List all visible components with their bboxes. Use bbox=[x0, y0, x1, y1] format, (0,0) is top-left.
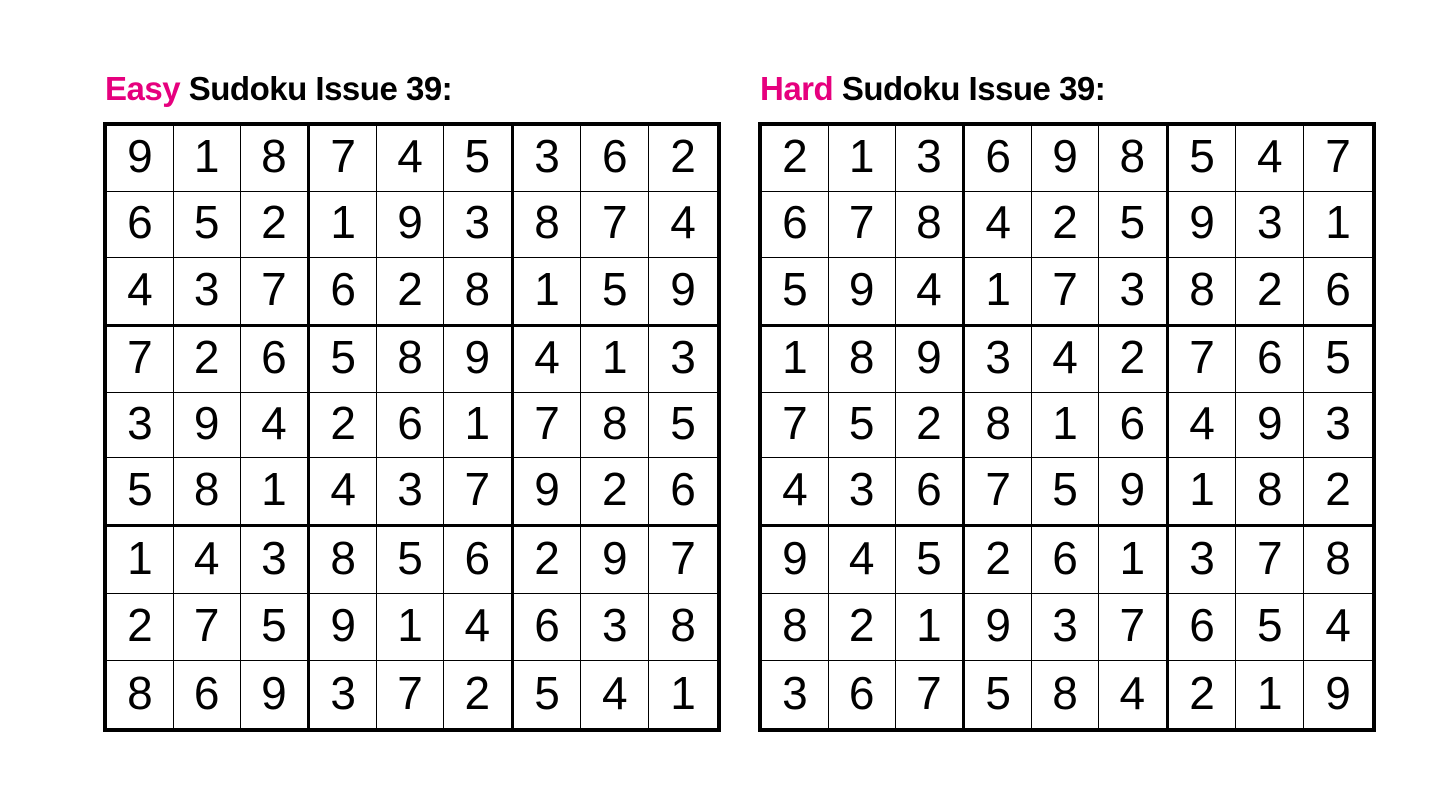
sudoku-cell[interactable]: 5 bbox=[649, 393, 717, 459]
puzzle-hard-difficulty-label: Hard bbox=[760, 70, 834, 107]
sudoku-cell[interactable]: 3 bbox=[174, 258, 241, 324]
sudoku-cell[interactable]: 2 bbox=[1099, 327, 1166, 393]
sudoku-cell[interactable]: 1 bbox=[174, 126, 241, 192]
puzzle-hard bbox=[758, 70, 1376, 732]
sudoku-cell[interactable]: 5 bbox=[1236, 594, 1304, 661]
sudoku-cell[interactable]: 6 bbox=[444, 527, 511, 594]
sudoku-block bbox=[965, 327, 1168, 528]
sudoku-cell[interactable]: 1 bbox=[1304, 192, 1372, 258]
sudoku-cell[interactable]: 5 bbox=[377, 527, 444, 594]
sudoku-cell[interactable]: 7 bbox=[649, 527, 717, 594]
sudoku-cell[interactable]: 1 bbox=[1032, 393, 1099, 459]
sudoku-cell[interactable]: 1 bbox=[829, 126, 896, 192]
sudoku-cell[interactable]: 3 bbox=[1032, 594, 1099, 661]
puzzle-easy-title-rest: Sudoku Issue 39: bbox=[180, 70, 453, 107]
sudoku-block bbox=[965, 126, 1168, 327]
sudoku-cell[interactable]: 6 bbox=[310, 258, 377, 324]
sudoku-cell[interactable]: 3 bbox=[241, 527, 308, 594]
sudoku-cell[interactable]: 7 bbox=[1099, 594, 1166, 661]
sudoku-cell[interactable]: 2 bbox=[965, 527, 1032, 594]
sudoku-cell[interactable]: 9 bbox=[261, 666, 287, 719]
sudoku-cell[interactable]: 4 bbox=[965, 192, 1032, 258]
sudoku-cell[interactable]: 9 bbox=[107, 126, 174, 192]
puzzle-easy-title bbox=[105, 70, 721, 108]
sudoku-cell[interactable]: 1 bbox=[1169, 458, 1237, 524]
sudoku-cell[interactable]: 9 bbox=[1032, 126, 1099, 192]
sudoku-cell[interactable]: 2 bbox=[174, 327, 241, 393]
sudoku-cell[interactable]: 9 bbox=[444, 327, 511, 393]
sudoku-cell[interactable]: 4 bbox=[241, 393, 308, 459]
sudoku-cell[interactable]: 9 bbox=[174, 393, 241, 459]
sudoku-block bbox=[107, 327, 310, 528]
sudoku-block bbox=[514, 327, 717, 528]
sudoku-cell[interactable]: 6 bbox=[581, 126, 649, 192]
sudoku-block bbox=[965, 527, 1168, 728]
sudoku-block bbox=[762, 126, 965, 327]
sudoku-cell[interactable]: 2 bbox=[310, 393, 377, 459]
sudoku-cell[interactable]: 7 bbox=[1236, 527, 1304, 594]
sudoku-block bbox=[310, 327, 513, 528]
sudoku-cell[interactable]: 8 bbox=[762, 594, 829, 661]
sudoku-cell[interactable]: 2 bbox=[829, 594, 896, 661]
sudoku-cell[interactable]: 5 bbox=[310, 327, 377, 393]
puzzle-hard-title-rest: Sudoku Issue 39: bbox=[833, 70, 1106, 107]
sudoku-cell[interactable]: 5 bbox=[581, 258, 649, 324]
sudoku-cell[interactable]: 7 bbox=[1032, 258, 1099, 324]
sudoku-cell[interactable]: 9 bbox=[1119, 463, 1146, 516]
sudoku-grid-easy[interactable] bbox=[103, 122, 721, 732]
sudoku-cell[interactable]: 2 bbox=[1032, 192, 1099, 258]
sudoku-cell[interactable]: 1 bbox=[514, 258, 582, 324]
sudoku-cell[interactable]: 5 bbox=[1099, 192, 1166, 258]
puzzle-easy-difficulty-label: Easy bbox=[105, 70, 181, 107]
sudoku-cell[interactable]: 4 bbox=[581, 661, 649, 728]
sudoku-cell[interactable]: 8 bbox=[581, 393, 649, 459]
sudoku-cell[interactable]: 9 bbox=[377, 192, 444, 258]
sudoku-cell[interactable]: 1 bbox=[107, 527, 174, 594]
sudoku-cell[interactable]: 5 bbox=[174, 192, 241, 258]
sudoku-cell[interactable]: 1 bbox=[1099, 527, 1166, 594]
sudoku-cell[interactable]: 4 bbox=[444, 594, 511, 661]
sudoku-cell[interactable]: 8 bbox=[107, 661, 174, 728]
sudoku-cell[interactable]: 5 bbox=[896, 527, 963, 594]
sudoku-cell[interactable]: 8 bbox=[649, 594, 717, 661]
sudoku-cell[interactable]: 8 bbox=[514, 192, 582, 258]
sudoku-block bbox=[107, 126, 310, 327]
sudoku-block bbox=[762, 527, 965, 728]
sudoku-block bbox=[310, 126, 513, 327]
sudoku-cell[interactable]: 7 bbox=[581, 192, 649, 258]
sudoku-cell[interactable]: 1 bbox=[581, 327, 649, 393]
sudoku-cell[interactable]: 8 bbox=[1304, 527, 1372, 594]
sudoku-cell[interactable]: 9 bbox=[896, 327, 963, 393]
sudoku-cell[interactable]: 4 bbox=[649, 192, 717, 258]
sudoku-cell[interactable]: 4 bbox=[1236, 126, 1304, 192]
sudoku-cell[interactable]: 4 bbox=[1032, 327, 1099, 393]
sudoku-cell[interactable]: 1 bbox=[261, 463, 287, 516]
sudoku-cell[interactable]: 3 bbox=[1236, 192, 1304, 258]
sudoku-cell[interactable]: 7 bbox=[107, 327, 174, 393]
sudoku-cell[interactable]: 9 bbox=[965, 594, 1032, 661]
sudoku-cell[interactable]: 4 bbox=[174, 527, 241, 594]
sudoku-cell[interactable]: 2 bbox=[464, 666, 491, 719]
sudoku-block bbox=[1169, 126, 1372, 327]
sudoku-cell[interactable]: 9 bbox=[1169, 192, 1237, 258]
sudoku-cell[interactable]: 7 bbox=[1304, 126, 1372, 192]
sudoku-cell[interactable]: 2 bbox=[377, 258, 444, 324]
puzzle-easy bbox=[103, 70, 721, 732]
sudoku-cell[interactable]: 6 bbox=[514, 594, 582, 661]
sudoku-cell[interactable]: 6 bbox=[1325, 262, 1351, 315]
sudoku-cell[interactable]: 3 bbox=[1304, 393, 1372, 459]
sudoku-cell[interactable]: 6 bbox=[107, 192, 174, 258]
sudoku-cell[interactable]: 3 bbox=[762, 661, 829, 728]
sudoku-cell[interactable]: 5 bbox=[965, 661, 1032, 728]
sudoku-cell[interactable]: 6 bbox=[916, 463, 942, 516]
sudoku-cell[interactable]: 4 bbox=[514, 327, 582, 393]
sudoku-cell[interactable]: 6 bbox=[829, 661, 896, 728]
sudoku-cell[interactable]: 1 bbox=[896, 594, 963, 661]
sudoku-cell[interactable]: 7 bbox=[377, 661, 444, 728]
sudoku-cell[interactable]: 2 bbox=[762, 126, 829, 192]
sudoku-cell[interactable]: 8 bbox=[310, 527, 377, 594]
sudoku-cell[interactable]: 8 bbox=[464, 262, 491, 315]
sudoku-cell[interactable]: 8 bbox=[1032, 661, 1099, 728]
sudoku-cell[interactable]: 4 bbox=[1169, 393, 1237, 459]
sudoku-cell[interactable]: 3 bbox=[107, 393, 174, 459]
sudoku-cell[interactable]: 3 bbox=[581, 594, 649, 661]
sudoku-cell[interactable]: 8 bbox=[896, 192, 963, 258]
sudoku-cell[interactable]: 2 bbox=[581, 458, 649, 524]
sudoku-cell[interactable]: 8 bbox=[1236, 458, 1304, 524]
sudoku-cell[interactable]: 8 bbox=[1099, 126, 1166, 192]
sudoku-cell[interactable]: 6 bbox=[174, 661, 241, 728]
sudoku-cell[interactable]: 9 bbox=[310, 594, 377, 661]
sudoku-cell[interactable]: 5 bbox=[241, 594, 308, 661]
sudoku-cell[interactable]: 9 bbox=[1236, 393, 1304, 459]
sudoku-cell[interactable]: 6 bbox=[670, 463, 696, 516]
sudoku-block bbox=[1169, 527, 1372, 728]
sudoku-cell[interactable]: 5 bbox=[1032, 458, 1099, 524]
sudoku-cell[interactable]: 3 bbox=[649, 327, 717, 393]
sudoku-block bbox=[1169, 327, 1372, 528]
sudoku-cell[interactable]: 6 bbox=[1032, 527, 1099, 594]
sudoku-cell[interactable]: 5 bbox=[514, 661, 582, 728]
sudoku-grid-hard[interactable] bbox=[758, 122, 1376, 732]
sudoku-cell[interactable]: 9 bbox=[762, 527, 829, 594]
sudoku-cell[interactable]: 4 bbox=[916, 262, 942, 315]
sudoku-cell[interactable]: 1 bbox=[965, 258, 1032, 324]
sudoku-cell[interactable]: 8 bbox=[174, 458, 241, 524]
sudoku-cell[interactable]: 4 bbox=[107, 258, 174, 324]
sudoku-cell[interactable]: 1 bbox=[377, 594, 444, 661]
sudoku-cell[interactable]: 1 bbox=[670, 666, 696, 719]
sudoku-cell[interactable]: 7 bbox=[174, 594, 241, 661]
sudoku-block bbox=[310, 527, 513, 728]
sudoku-cell[interactable]: 3 bbox=[829, 458, 896, 524]
sudoku-cell[interactable]: 5 bbox=[829, 393, 896, 459]
sudoku-cell[interactable]: 7 bbox=[762, 393, 829, 459]
sudoku-cell[interactable]: 5 bbox=[762, 258, 829, 324]
sudoku-cell[interactable]: 8 bbox=[241, 126, 308, 192]
sudoku-cell[interactable]: 5 bbox=[444, 126, 511, 192]
sudoku-cell[interactable]: 6 bbox=[762, 192, 829, 258]
sudoku-cell[interactable]: 2 bbox=[649, 126, 717, 192]
sudoku-cell[interactable]: 5 bbox=[107, 458, 174, 524]
sudoku-cell[interactable]: 2 bbox=[896, 393, 963, 459]
sudoku-cell[interactable]: 9 bbox=[581, 527, 649, 594]
sudoku-cell[interactable]: 3 bbox=[1169, 527, 1237, 594]
sudoku-cell[interactable]: 6 bbox=[377, 393, 444, 459]
sudoku-cell[interactable]: 5 bbox=[1169, 126, 1237, 192]
sudoku-cell[interactable]: 3 bbox=[965, 327, 1032, 393]
sudoku-cell[interactable]: 4 bbox=[1304, 594, 1372, 661]
sudoku-cell[interactable]: 2 bbox=[514, 527, 582, 594]
sudoku-block bbox=[514, 126, 717, 327]
sudoku-cell[interactable]: 7 bbox=[916, 666, 942, 719]
sudoku-cell[interactable]: 7 bbox=[965, 458, 1032, 524]
sudoku-cell[interactable]: 2 bbox=[107, 594, 174, 661]
sudoku-cell[interactable]: 6 bbox=[1099, 393, 1166, 459]
sudoku-cell[interactable]: 4 bbox=[829, 527, 896, 594]
sudoku-cell[interactable]: 7 bbox=[829, 192, 896, 258]
sudoku-cell[interactable]: 7 bbox=[1169, 327, 1237, 393]
sudoku-cell[interactable]: 8 bbox=[829, 327, 896, 393]
sudoku-cell[interactable]: 3 bbox=[1119, 262, 1146, 315]
sudoku-cell[interactable]: 2 bbox=[1236, 258, 1304, 324]
puzzle-hard-title bbox=[760, 70, 1376, 108]
sudoku-cell[interactable]: 7 bbox=[514, 393, 582, 459]
sudoku-cell[interactable]: 1 bbox=[1236, 661, 1304, 728]
sudoku-cell[interactable]: 6 bbox=[965, 126, 1032, 192]
sudoku-cell[interactable]: 9 bbox=[670, 262, 696, 315]
sudoku-cell[interactable]: 6 bbox=[1169, 594, 1237, 661]
sudoku-cell[interactable]: 3 bbox=[444, 192, 511, 258]
sudoku-cell[interactable]: 8 bbox=[965, 393, 1032, 459]
sudoku-cell[interactable]: 3 bbox=[377, 458, 444, 524]
sudoku-cell[interactable]: 2 bbox=[1325, 463, 1351, 516]
sudoku-cell[interactable]: 4 bbox=[762, 458, 829, 524]
sudoku-cell[interactable]: 3 bbox=[310, 661, 377, 728]
sudoku-cell[interactable]: 2 bbox=[241, 192, 308, 258]
sudoku-cell[interactable]: 2 bbox=[1169, 661, 1237, 728]
sudoku-cell[interactable]: 7 bbox=[310, 126, 377, 192]
sudoku-cell[interactable]: 8 bbox=[1169, 258, 1237, 324]
sudoku-cell[interactable]: 7 bbox=[464, 463, 491, 516]
sudoku-cell[interactable]: 6 bbox=[241, 327, 308, 393]
sudoku-block bbox=[107, 527, 310, 728]
sudoku-cell[interactable]: 8 bbox=[377, 327, 444, 393]
sudoku-cell[interactable]: 9 bbox=[514, 458, 582, 524]
sudoku-cell[interactable]: 4 bbox=[310, 458, 377, 524]
sudoku-cell[interactable]: 1 bbox=[762, 327, 829, 393]
sudoku-cell[interactable]: 3 bbox=[896, 126, 963, 192]
sudoku-cell[interactable]: 9 bbox=[829, 258, 896, 324]
sudoku-cell[interactable]: 7 bbox=[261, 262, 287, 315]
sudoku-block bbox=[762, 327, 965, 528]
sudoku-cell[interactable]: 9 bbox=[1325, 666, 1351, 719]
sudoku-block bbox=[514, 527, 717, 728]
sudoku-cell[interactable]: 1 bbox=[444, 393, 511, 459]
sudoku-cell[interactable]: 4 bbox=[1119, 666, 1146, 719]
sudoku-cell[interactable]: 4 bbox=[377, 126, 444, 192]
sudoku-cell[interactable]: 5 bbox=[1304, 327, 1372, 393]
sudoku-cell[interactable]: 1 bbox=[310, 192, 377, 258]
sudoku-cell[interactable]: 6 bbox=[1236, 327, 1304, 393]
sudoku-cell[interactable]: 3 bbox=[514, 126, 582, 192]
